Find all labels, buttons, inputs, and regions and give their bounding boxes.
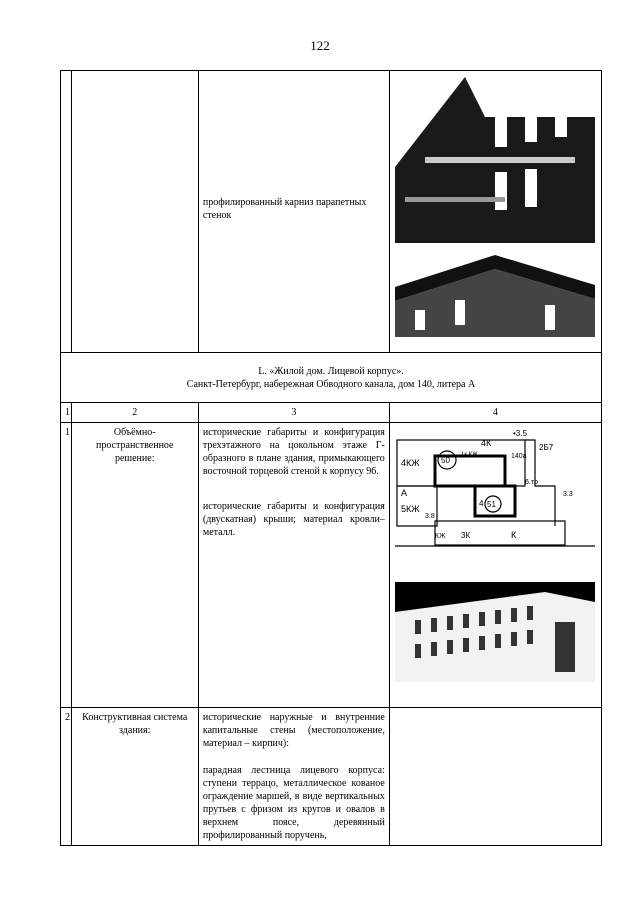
photo-cell (389, 708, 601, 846)
section-title: L. «Жилой дом. Лицевой корпус». (258, 365, 404, 377)
monument-table (60, 70, 602, 846)
table-row (61, 423, 602, 708)
plan-label: •3.5 (513, 429, 528, 438)
row-num-cell: 2 (61, 708, 72, 846)
cornice-photo (395, 255, 595, 337)
row-desc-cell (198, 71, 389, 353)
section-address: Санкт-Петербург, набережная Обводного канала, дом 140, литера А (186, 378, 476, 390)
plan-label: К (511, 530, 517, 540)
building-facade-photo (395, 77, 595, 243)
column-number: 4 (389, 403, 601, 423)
photo-cell (389, 423, 601, 708)
row-num-cell: 1 (61, 423, 72, 708)
row-desc-cell (198, 423, 389, 708)
plan-label: 140а (511, 453, 527, 460)
plan-label: 4К (481, 438, 492, 448)
section-header-row (61, 353, 602, 403)
table-row (61, 708, 602, 846)
description-paragraph: исторические габариты и конфигурация трехэтажного на цокольном этаже Г-образного в плане здания, примыкающего восточной торцевой стеной к корпусу 96. (202, 427, 385, 477)
table-row (61, 71, 602, 353)
plan-label: КЖ (435, 533, 446, 540)
row-name-cell (71, 71, 198, 353)
photo-cell (389, 71, 601, 353)
row-desc-cell (198, 708, 389, 846)
site-plan (395, 426, 595, 560)
page-number: 122 (310, 38, 330, 53)
column-number: 2 (71, 403, 198, 423)
plan-label: 51 (487, 500, 497, 509)
column-number: 1 (61, 403, 72, 423)
description-paragraph: парадная лестница лицевого корпуса: ступени террацо, металлическое кованое ограждение маршей, в виде вертикальных прутьев с фризом из кругов и овалов в верхнем поясе, деревянный профилированный поручень, (202, 765, 385, 841)
description-paragraph: исторические наружные и внутренние капитальные стены (местоположение, материал – кирпич): (202, 712, 385, 749)
row-num-cell (61, 71, 72, 353)
plan-label: 50 (441, 456, 451, 465)
row-name-cell: Конструктивная система здания: (71, 708, 198, 846)
plan-label: 3К (461, 531, 471, 540)
plan-label: 6.тр (525, 479, 539, 486)
section-header-cell (61, 353, 602, 403)
plan-label: 4КЖ (401, 458, 420, 468)
plan-label: 5КЖ (401, 504, 420, 514)
plan-label: 2Б7 (539, 443, 554, 452)
plan-label: 1к КЖ (461, 452, 479, 458)
plan-label: 4 (479, 499, 484, 508)
plan-label: 3.8 (425, 513, 436, 520)
building-photo (395, 582, 595, 696)
column-numbers-row (61, 403, 602, 423)
plan-label: А (401, 488, 408, 498)
cornice-description: профилированный карниз парапетных стенок (202, 196, 367, 221)
description-paragraph: исторические габариты и конфигурация (двускатная) крыши; материал кровли– металл. (202, 501, 385, 538)
column-number: 3 (198, 403, 389, 423)
row-name-cell: Объёмно-пространственное решение: (71, 423, 198, 708)
plan-label: 3.3 (563, 491, 574, 498)
